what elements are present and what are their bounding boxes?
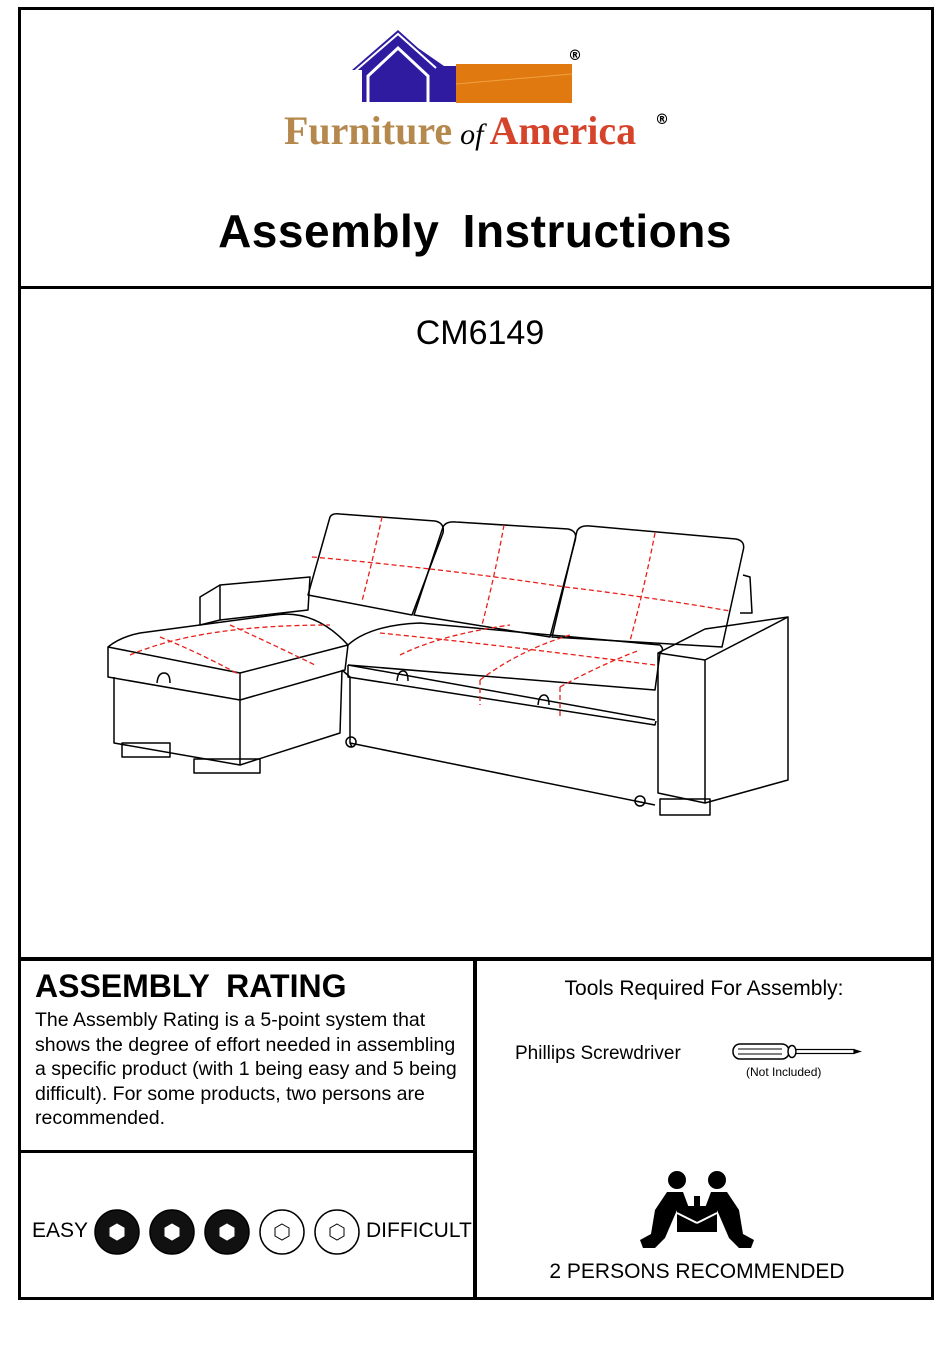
- tool-note: (Not Included): [746, 1065, 822, 1079]
- screwdriver-icon: [730, 1040, 865, 1066]
- svg-text:Furniture of America: [284, 108, 636, 153]
- logo-word-america: America: [489, 108, 637, 153]
- tool-name: Phillips Screwdriver: [515, 1043, 681, 1064]
- difficult-label: DIFFICULT: [366, 1219, 472, 1242]
- logo-word-furniture: Furniture: [284, 108, 453, 153]
- logo-registered-mark-2: ®: [655, 112, 669, 128]
- persons-label: 2 PERSONS RECOMMENDED: [549, 1260, 845, 1283]
- divider-rating: [18, 1150, 476, 1153]
- rating-dot-empty: [314, 1209, 360, 1255]
- logo-bar: [456, 64, 572, 103]
- rating-dot-filled: [94, 1209, 140, 1255]
- page-title: Assembly Instructions: [218, 205, 732, 257]
- product-model: CM6149: [415, 314, 545, 352]
- logo-registered-mark: ®: [568, 48, 582, 64]
- rating-dot-empty: [259, 1209, 305, 1255]
- rating-dot-filled: [149, 1209, 195, 1255]
- logo-word-of: of: [460, 118, 484, 151]
- divider-vertical: [473, 959, 477, 1299]
- brand-logo: [280, 24, 680, 154]
- rating-dot-filled: [204, 1209, 250, 1255]
- divider-header: [18, 286, 934, 289]
- rating-title: ASSEMBLY RATING: [35, 968, 347, 1004]
- sectional-sofa-drawing: [100, 505, 800, 825]
- tools-title: Tools Required For Assembly:: [564, 977, 844, 1000]
- rating-description: The Assembly Rating is a 5-point system that shows the degree of effort needed in assembling a specific product (with 1 being easy and 5 being difficult). For some products, two persons are recommended.: [35, 1009, 457, 1129]
- two-persons-lifting-icon: [637, 1168, 757, 1253]
- easy-label: EASY: [32, 1219, 89, 1242]
